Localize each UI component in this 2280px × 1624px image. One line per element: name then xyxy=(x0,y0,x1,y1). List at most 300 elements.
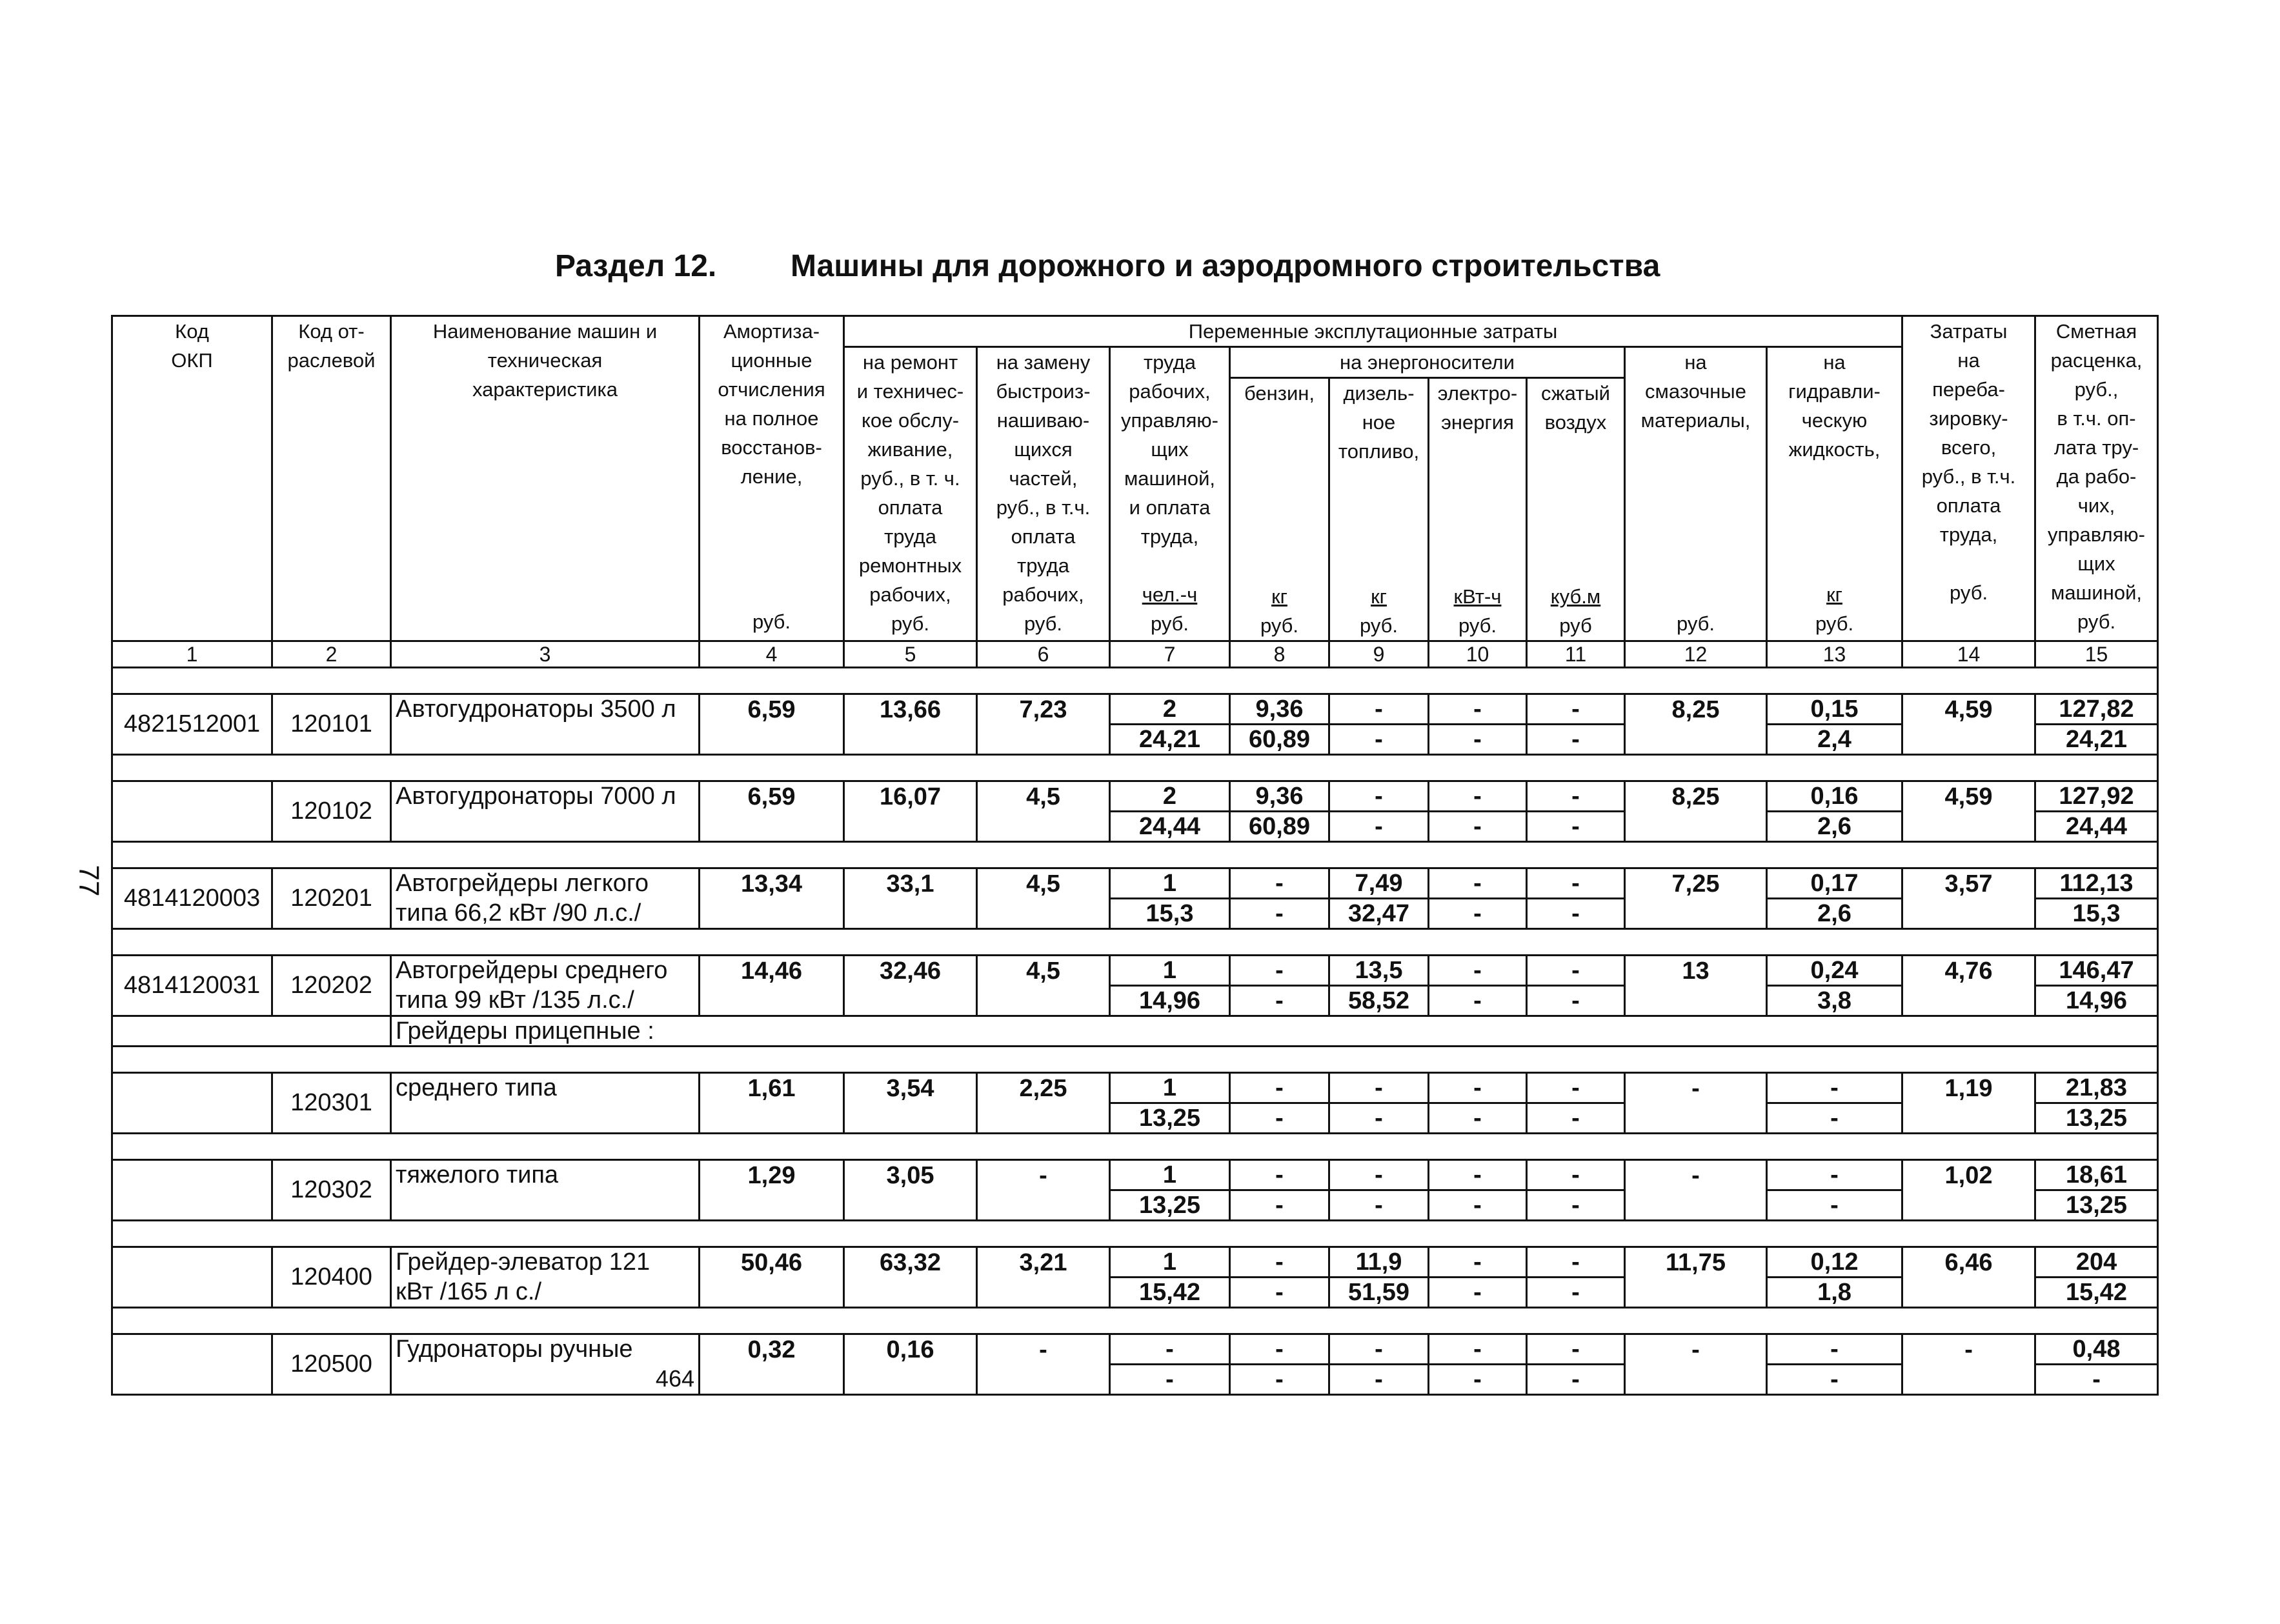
header-lube-line: смазочные xyxy=(1645,380,1746,403)
header-estimate-line: управляю- xyxy=(2048,523,2145,546)
diesel-kg: 7,49 xyxy=(1329,868,1429,899)
header-labor-line xyxy=(1115,551,1225,580)
header-air-line xyxy=(1531,437,1620,466)
amortization-value: 6,59 xyxy=(700,694,844,755)
header-repair-line: оплата xyxy=(878,496,943,519)
diesel-kg: - xyxy=(1329,781,1429,812)
estimate-labor: 13,25 xyxy=(2035,1190,2158,1221)
header-transfer-line: руб., в т.ч. xyxy=(1921,465,2016,488)
spacer-cell xyxy=(112,929,2158,956)
transfer-value: 1,19 xyxy=(1902,1073,2035,1134)
header-name-line: Наименование машин и xyxy=(432,320,658,343)
petrol-cost: - xyxy=(1230,1278,1329,1308)
header-parts-line: труда xyxy=(1017,554,1069,577)
branch-code: 120400 xyxy=(272,1247,391,1308)
estimate-labor: 24,44 xyxy=(2035,812,2158,842)
header-transfer-line: зировку- xyxy=(1929,407,2008,430)
column-number: 7 xyxy=(1110,641,1230,668)
lubricants-value: - xyxy=(1625,1073,1767,1134)
electricity-kwh: - xyxy=(1429,868,1527,899)
petrol-cost: - xyxy=(1230,986,1329,1016)
petrol-kg: - xyxy=(1230,1247,1329,1278)
header-transfer-line: Затраты xyxy=(1930,320,2008,343)
header-repair-line: труда xyxy=(884,525,936,548)
header-estimate-line: лата тру- xyxy=(2053,436,2139,459)
header-labor-line: чел.-ч xyxy=(1142,583,1198,606)
header-parts-line: быстроиз- xyxy=(996,380,1091,403)
hydraulic-kg: - xyxy=(1767,1334,1902,1365)
header-amort-line xyxy=(704,549,839,578)
header-lube-line xyxy=(1629,551,1762,580)
header-repair-line: и техничес- xyxy=(856,380,964,403)
estimate-total: 204 xyxy=(2035,1247,2158,1278)
header-amort-line: Амортиза- xyxy=(723,320,820,343)
header-repair-line: ремонтных xyxy=(858,554,962,577)
okp-code xyxy=(112,781,272,842)
estimate-total: 21,83 xyxy=(2035,1073,2158,1103)
header-repair-line: на ремонт xyxy=(862,351,958,374)
estimate-labor: 14,96 xyxy=(2035,986,2158,1016)
header-diesel-line xyxy=(1334,495,1424,524)
branch-code: 120301 xyxy=(272,1073,391,1134)
table-row-sub xyxy=(112,1103,2158,1134)
table-row-sub xyxy=(112,1365,2158,1395)
labor-cost: 13,25 xyxy=(1110,1190,1230,1221)
header-estimate-line: чих, xyxy=(2077,494,2115,517)
header-labor-line: машиной, xyxy=(1124,467,1216,490)
group-label: Грейдеры прицепные : xyxy=(391,1016,2158,1047)
okp-code: 4814120003 xyxy=(112,868,272,929)
electricity-cost: - xyxy=(1429,986,1527,1016)
okp-code: 4814120031 xyxy=(112,956,272,1016)
labor-cost: 15,3 xyxy=(1110,899,1230,929)
header-electro-line xyxy=(1433,466,1522,495)
machine-name: среднего типа xyxy=(391,1073,700,1103)
estimate-labor: 24,21 xyxy=(2035,725,2158,755)
amortization-value: 50,46 xyxy=(700,1247,844,1308)
hydraulic-kg: 0,17 xyxy=(1767,868,1902,899)
air-cost: - xyxy=(1527,725,1625,755)
header-branch-code xyxy=(272,316,391,641)
table-row-sub xyxy=(112,1278,2158,1308)
estimate-total: 146,47 xyxy=(2035,956,2158,986)
header-electro-line: кВт-ч xyxy=(1453,585,1502,608)
transfer-value: 4,59 xyxy=(1902,694,2035,755)
column-number: 10 xyxy=(1429,641,1527,668)
hydraulic-kg: - xyxy=(1767,1073,1902,1103)
machine-name-cont xyxy=(391,1190,700,1221)
header-parts-line: рабочих, xyxy=(1002,583,1084,606)
header-diesel-line xyxy=(1334,553,1424,582)
lubricants-value: 8,25 xyxy=(1625,694,1767,755)
lubricants-value: 7,25 xyxy=(1625,868,1767,929)
labor-hours: 2 xyxy=(1110,781,1230,812)
electricity-cost: - xyxy=(1429,1278,1527,1308)
transfer-value: 6,46 xyxy=(1902,1247,2035,1308)
petrol-cost: 60,89 xyxy=(1230,725,1329,755)
header-amort-line xyxy=(704,578,839,607)
header-parts-line: щихся xyxy=(1014,438,1073,461)
section-title: Машины для дорожного и аэродромного строительства xyxy=(791,249,1660,283)
header-parts-line: нашиваю- xyxy=(996,409,1090,432)
header-petrol-line xyxy=(1235,437,1324,466)
header-branch-line: Код от- xyxy=(298,320,365,343)
okp-code xyxy=(112,1247,272,1308)
header-electro-line: электро- xyxy=(1437,382,1518,405)
machine-name: Автогрейдеры легкого xyxy=(391,868,700,899)
header-labor-line: рабочих, xyxy=(1129,380,1211,403)
diesel-cost: - xyxy=(1329,1365,1429,1395)
lubricants-value: 13 xyxy=(1625,956,1767,1016)
column-number: 11 xyxy=(1527,641,1625,668)
header-electricity xyxy=(1429,378,1527,641)
diesel-kg: - xyxy=(1329,694,1429,725)
header-transfer-line: оплата xyxy=(1936,494,2001,517)
amortization-value: 1,61 xyxy=(700,1073,844,1134)
header-lubricants xyxy=(1625,347,1767,641)
column-number: 2 xyxy=(272,641,391,668)
header-parts xyxy=(977,347,1110,641)
spacer-cell xyxy=(112,842,2158,868)
table-row xyxy=(112,694,2158,725)
column-number: 6 xyxy=(977,641,1110,668)
labor-hours: 1 xyxy=(1110,868,1230,899)
header-labor-line: труда, xyxy=(1140,525,1199,548)
lubricants-value: 8,25 xyxy=(1625,781,1767,842)
repair-value: 32,46 xyxy=(844,956,977,1016)
header-repair-line: живание, xyxy=(867,438,953,461)
okp-code: 4821512001 xyxy=(112,694,272,755)
petrol-kg: - xyxy=(1230,1073,1329,1103)
header-parts-line: частей, xyxy=(1009,467,1078,490)
estimate-total: 0,48 xyxy=(2035,1334,2158,1365)
header-estimate-line: да рабо- xyxy=(2056,465,2137,488)
branch-code: 120302 xyxy=(272,1160,391,1221)
table-row-sub xyxy=(112,1190,2158,1221)
parts-value: 7,23 xyxy=(977,694,1110,755)
header-amort-line xyxy=(704,520,839,549)
electricity-cost: - xyxy=(1429,812,1527,842)
header-variable-costs: Переменные эксплутационные затраты xyxy=(844,316,1902,347)
electricity-cost: - xyxy=(1429,1103,1527,1134)
diesel-cost: - xyxy=(1329,1103,1429,1134)
header-hydraulic-line xyxy=(1771,522,1897,551)
machine-name-cont: кВт /165 л с./ xyxy=(391,1278,700,1308)
header-parts-line: руб., в т.ч. xyxy=(996,496,1091,519)
header-air-line xyxy=(1531,553,1620,582)
header-air-line: руб xyxy=(1559,614,1592,637)
hydraulic-cost: - xyxy=(1767,1365,1902,1395)
header-hydraulic-line: на xyxy=(1823,351,1846,374)
header-okp-line: ОКП xyxy=(171,349,213,372)
labor-hours: 1 xyxy=(1110,1160,1230,1190)
lubricants-value: - xyxy=(1625,1160,1767,1221)
electricity-kwh: - xyxy=(1429,956,1527,986)
header-hydraulic-line: руб. xyxy=(1815,612,1854,635)
electricity-kwh: - xyxy=(1429,1160,1527,1190)
labor-hours: - xyxy=(1110,1334,1230,1365)
estimate-total: 112,13 xyxy=(2035,868,2158,899)
petrol-kg: - xyxy=(1230,956,1329,986)
diesel-kg: - xyxy=(1329,1073,1429,1103)
hydraulic-cost: - xyxy=(1767,1103,1902,1134)
diesel-kg: 11,9 xyxy=(1329,1247,1429,1278)
transfer-value: 4,76 xyxy=(1902,956,2035,1016)
column-number: 12 xyxy=(1625,641,1767,668)
header-electro-line xyxy=(1433,524,1522,553)
header-amort-line xyxy=(704,491,839,520)
column-number: 4 xyxy=(700,641,844,668)
header-okp-line: Код xyxy=(175,320,209,343)
amortization-value: 6,59 xyxy=(700,781,844,842)
table-row xyxy=(112,956,2158,986)
labor-cost: - xyxy=(1110,1365,1230,1395)
header-repair-line: кое обслу- xyxy=(861,409,960,432)
header-hydraulic-line: кг xyxy=(1826,583,1842,606)
header-lube-line: на xyxy=(1684,351,1707,374)
table-row xyxy=(112,868,2158,899)
labor-hours: 1 xyxy=(1110,1247,1230,1278)
header-electro-line xyxy=(1433,437,1522,466)
repair-value: 63,32 xyxy=(844,1247,977,1308)
estimate-labor: 15,42 xyxy=(2035,1278,2158,1308)
table-row xyxy=(112,1160,2158,1190)
side-page-number: 77 xyxy=(73,865,105,897)
labor-cost: 24,44 xyxy=(1110,812,1230,842)
spacer-row xyxy=(112,1047,2158,1073)
header-labor-line: щих xyxy=(1151,438,1189,461)
estimate-labor: - xyxy=(2035,1365,2158,1395)
header-compressed-air xyxy=(1527,378,1625,641)
electricity-kwh: - xyxy=(1429,781,1527,812)
spacer-cell xyxy=(112,1308,2158,1334)
header-estimate-line: расценка, xyxy=(2050,349,2143,372)
hydraulic-cost: - xyxy=(1767,1190,1902,1221)
electricity-cost: - xyxy=(1429,1190,1527,1221)
branch-code: 120102 xyxy=(272,781,391,842)
okp-code xyxy=(112,1160,272,1221)
spacer-row xyxy=(112,929,2158,956)
table-header xyxy=(112,316,2158,668)
column-number: 15 xyxy=(2035,641,2158,668)
okp-code xyxy=(112,1334,272,1395)
electricity-kwh: - xyxy=(1429,1073,1527,1103)
spacer-cell xyxy=(112,668,2158,694)
diesel-cost: - xyxy=(1329,1190,1429,1221)
air-cost: - xyxy=(1527,1365,1625,1395)
spacer-row xyxy=(112,755,2158,781)
header-petrol-line xyxy=(1235,553,1324,582)
header-air-line xyxy=(1531,524,1620,553)
group-spacer xyxy=(112,1016,391,1047)
parts-value: 4,5 xyxy=(977,956,1110,1016)
labor-hours: 1 xyxy=(1110,956,1230,986)
amortization-value: 1,29 xyxy=(700,1160,844,1221)
header-transfer-line: труда, xyxy=(1939,523,1998,546)
header-transfer-line: переба- xyxy=(1932,378,2005,401)
machine-name-cont xyxy=(391,725,700,755)
header-diesel-line: ное xyxy=(1362,411,1396,434)
labor-hours: 1 xyxy=(1110,1073,1230,1103)
header-transfer-line xyxy=(1907,549,2030,578)
hydraulic-kg: 0,16 xyxy=(1767,781,1902,812)
hydraulic-kg: 0,15 xyxy=(1767,694,1902,725)
petrol-kg: 9,36 xyxy=(1230,694,1329,725)
header-petrol-line xyxy=(1235,524,1324,553)
electricity-kwh: - xyxy=(1429,694,1527,725)
petrol-kg: - xyxy=(1230,1160,1329,1190)
machine-name: тяжелого типа xyxy=(391,1160,700,1190)
air-cost: - xyxy=(1527,812,1625,842)
hydraulic-kg: 0,24 xyxy=(1767,956,1902,986)
header-repair-line: руб., в т. ч. xyxy=(860,467,960,490)
header-hydraulic xyxy=(1767,347,1902,641)
group-row xyxy=(112,1016,2158,1047)
table-row xyxy=(112,1073,2158,1103)
spacer-cell xyxy=(112,755,2158,781)
branch-code: 120202 xyxy=(272,956,391,1016)
parts-value: - xyxy=(977,1334,1110,1395)
header-branch-line: раслевой xyxy=(287,349,376,372)
transfer-value: 1,02 xyxy=(1902,1160,2035,1221)
table-row-sub xyxy=(112,986,2158,1016)
spacer-cell xyxy=(112,1134,2158,1160)
header-amort-line: ление, xyxy=(740,465,803,488)
electricity-cost: - xyxy=(1429,899,1527,929)
electricity-kwh: - xyxy=(1429,1334,1527,1365)
estimate-labor: 15,3 xyxy=(2035,899,2158,929)
petrol-cost: - xyxy=(1230,1365,1329,1395)
header-petrol xyxy=(1230,378,1329,641)
column-number: 9 xyxy=(1329,641,1429,668)
air-volume: - xyxy=(1527,781,1625,812)
hydraulic-kg: 0,12 xyxy=(1767,1247,1902,1278)
machine-name: Автогудронаторы 3500 л xyxy=(391,694,700,725)
repair-value: 16,07 xyxy=(844,781,977,842)
header-repair-line: руб. xyxy=(891,612,930,635)
machine-name-cont xyxy=(391,812,700,842)
header-air-line: воздух xyxy=(1544,411,1607,434)
column-number: 13 xyxy=(1767,641,1902,668)
spacer-row xyxy=(112,1221,2158,1247)
spacer-cell xyxy=(112,1221,2158,1247)
repair-value: 3,05 xyxy=(844,1160,977,1221)
header-diesel-line xyxy=(1334,524,1424,553)
header-estimate-line: руб., xyxy=(2074,378,2119,401)
transfer-value: 4,59 xyxy=(1902,781,2035,842)
table-row-sub xyxy=(112,899,2158,929)
diesel-kg: 13,5 xyxy=(1329,956,1429,986)
section-heading xyxy=(0,248,2280,294)
header-estimate-line: щих xyxy=(2077,552,2115,575)
machine-name: Гудронаторы ручные xyxy=(391,1334,700,1365)
petrol-kg: 9,36 xyxy=(1230,781,1329,812)
branch-code: 120101 xyxy=(272,694,391,755)
air-volume: - xyxy=(1527,1073,1625,1103)
header-transfer-line: всего, xyxy=(1941,436,1997,459)
repair-value: 0,16 xyxy=(844,1334,977,1395)
air-volume: - xyxy=(1527,868,1625,899)
header-parts-line: оплата xyxy=(1011,525,1076,548)
repair-value: 13,66 xyxy=(844,694,977,755)
table-row xyxy=(112,1334,2158,1365)
diesel-cost: - xyxy=(1329,725,1429,755)
diesel-cost: 51,59 xyxy=(1329,1278,1429,1308)
parts-value: - xyxy=(977,1160,1110,1221)
machine-name-cont: типа 66,2 кВт /90 л.с./ xyxy=(391,899,700,929)
machine-name-cont xyxy=(391,1103,700,1134)
header-hydraulic-line xyxy=(1771,464,1897,493)
header-electro-line xyxy=(1433,553,1522,582)
header-petrol-line xyxy=(1235,466,1324,495)
header-estimate xyxy=(2035,316,2158,641)
header-diesel-line: топливо, xyxy=(1338,440,1420,463)
electricity-cost: - xyxy=(1429,725,1527,755)
transfer-value: - xyxy=(1902,1334,2035,1395)
header-lube-line xyxy=(1629,580,1762,609)
petrol-cost: - xyxy=(1230,899,1329,929)
header-estimate-line: Сметная xyxy=(2055,320,2137,343)
column-number: 5 xyxy=(844,641,977,668)
header-diesel xyxy=(1329,378,1429,641)
header-parts-line: руб. xyxy=(1024,612,1063,635)
table-row-sub xyxy=(112,812,2158,842)
header-petrol-line: бензин, xyxy=(1244,382,1315,405)
machine-name-cont xyxy=(391,1365,700,1395)
header-estimate-line: машиной, xyxy=(2051,581,2143,604)
air-cost: - xyxy=(1527,1190,1625,1221)
spacer-row xyxy=(112,1308,2158,1334)
header-petrol-line: кг xyxy=(1271,585,1287,608)
header-parts-line: на замену xyxy=(996,351,1091,374)
hydraulic-cost: 2,6 xyxy=(1767,812,1902,842)
spacer-cell xyxy=(112,1047,2158,1073)
header-labor-line: и оплата xyxy=(1129,496,1211,519)
diesel-cost: - xyxy=(1329,812,1429,842)
header-amort-line: на полное xyxy=(724,407,819,430)
header-air-line xyxy=(1531,466,1620,495)
air-cost: - xyxy=(1527,1103,1625,1134)
header-lube-line xyxy=(1629,464,1762,493)
air-cost: - xyxy=(1527,986,1625,1016)
header-electro-line: руб. xyxy=(1458,614,1497,637)
petrol-kg: - xyxy=(1230,868,1329,899)
header-transfer-line: руб. xyxy=(1949,581,1988,604)
column-number: 14 xyxy=(1902,641,2035,668)
electricity-cost: - xyxy=(1429,1365,1527,1395)
branch-code: 120201 xyxy=(272,868,391,929)
hydraulic-kg: - xyxy=(1767,1160,1902,1190)
air-volume: - xyxy=(1527,956,1625,986)
header-diesel-line: кг xyxy=(1371,585,1387,608)
header-okp xyxy=(112,316,272,641)
header-hydraulic-line xyxy=(1771,493,1897,522)
header-air-line xyxy=(1531,495,1620,524)
labor-cost: 14,96 xyxy=(1110,986,1230,1016)
header-hydraulic-line xyxy=(1771,551,1897,580)
parts-value: 2,25 xyxy=(977,1073,1110,1134)
estimate-total: 18,61 xyxy=(2035,1160,2158,1190)
header-amort-line: ционные xyxy=(731,349,812,372)
parts-value: 4,5 xyxy=(977,781,1110,842)
column-number: 3 xyxy=(391,641,700,668)
diesel-kg: - xyxy=(1329,1160,1429,1190)
table-row-sub xyxy=(112,725,2158,755)
header-diesel-line xyxy=(1334,466,1424,495)
column-number: 8 xyxy=(1230,641,1329,668)
amortization-value: 14,46 xyxy=(700,956,844,1016)
column-numbers-row xyxy=(112,641,2158,668)
